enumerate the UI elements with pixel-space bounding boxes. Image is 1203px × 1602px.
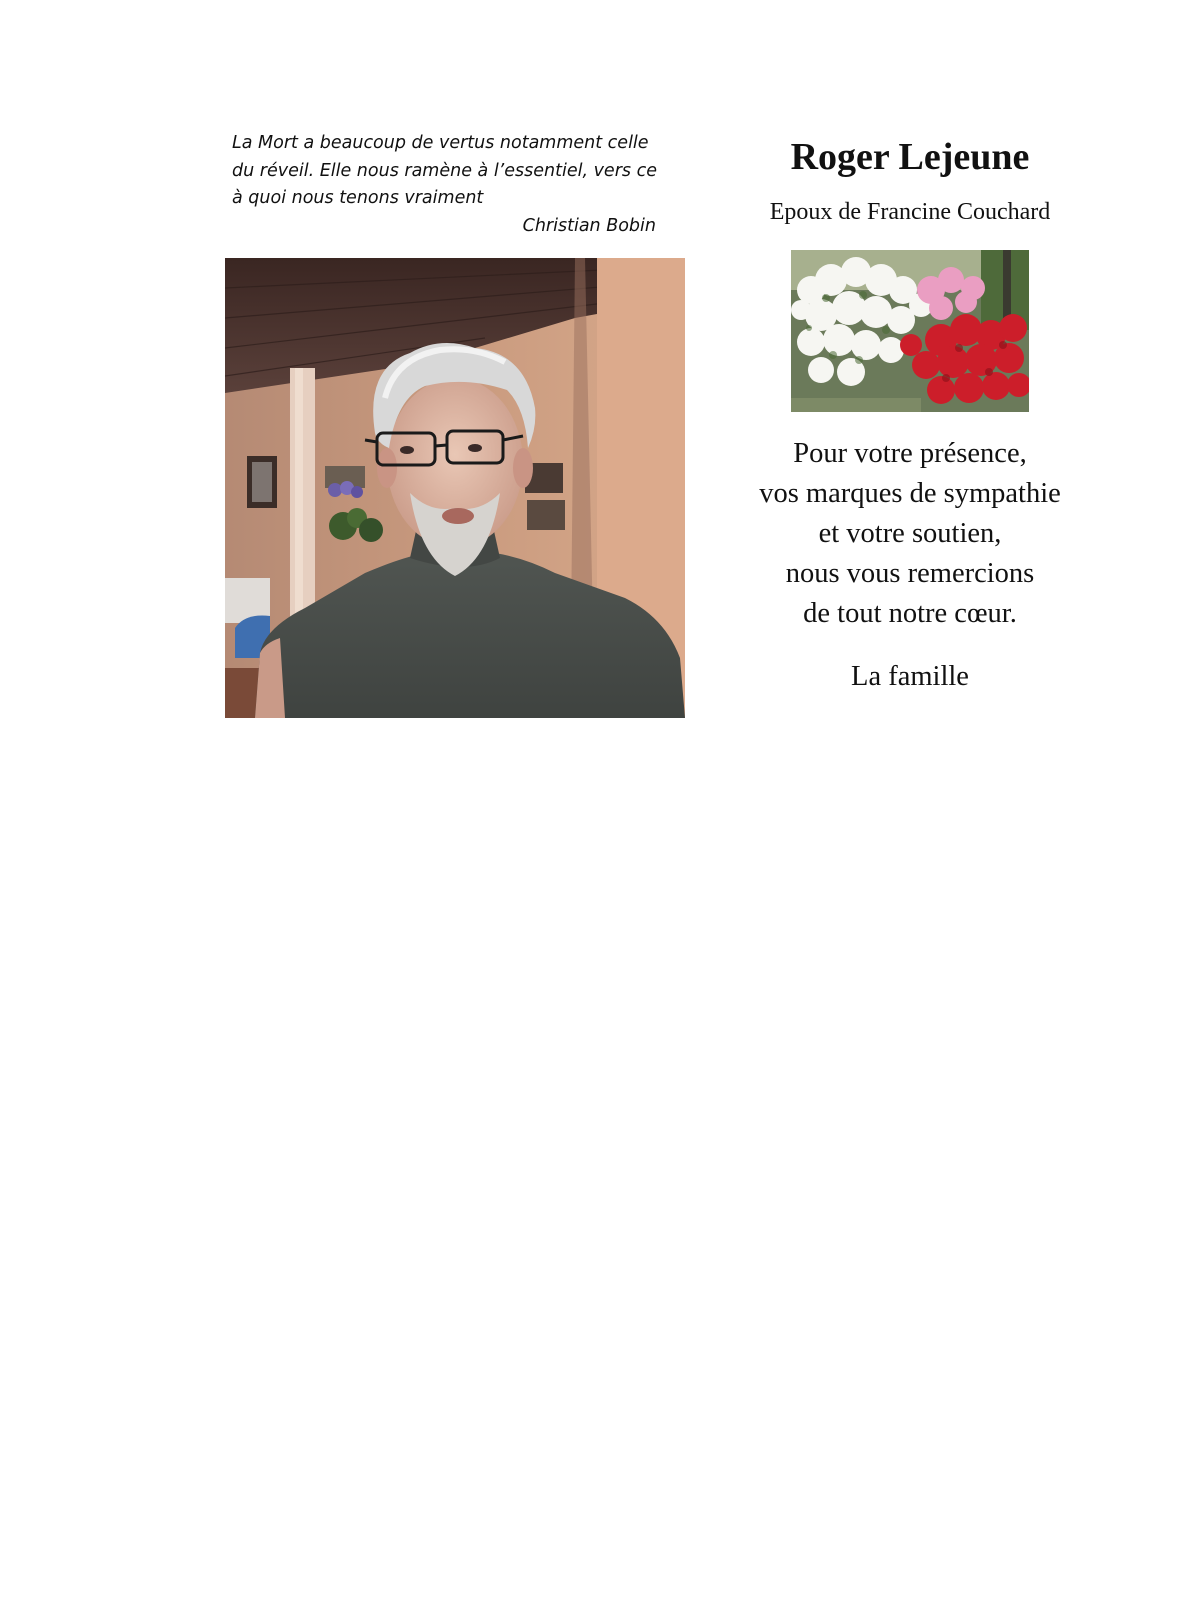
quote-line-3: à quoi nous tenons vraiment: [232, 188, 484, 208]
quote-author: Christian Bobin: [522, 215, 656, 236]
thanks-message: [720, 434, 1100, 634]
deceased-name: Roger Lejeune: [790, 136, 1030, 178]
thanks-line-1: Pour votre présence,: [793, 438, 1027, 469]
portrait-photo: [225, 258, 685, 718]
spouse-line: Epoux de Francine Couchard: [769, 199, 1051, 225]
thanks-line-4: nous vous remercions: [785, 558, 1035, 589]
thanks-line-5: de tout notre cœur.: [803, 598, 1017, 629]
thanks-line-3: et votre soutien,: [818, 518, 1002, 549]
flowers-photo: [791, 250, 1029, 412]
epigraph-quote: [232, 130, 682, 240]
thanks-line-2: vos marques de sympathie: [759, 478, 1061, 509]
quote-line-1: La Mort a beaucoup de vertus notamment celle: [232, 133, 649, 153]
family-signature: La famille: [851, 661, 969, 692]
quote-line-2: du réveil. Elle nous ramène à l’essentiel, vers ce: [232, 160, 657, 181]
right-column: [720, 130, 1100, 694]
